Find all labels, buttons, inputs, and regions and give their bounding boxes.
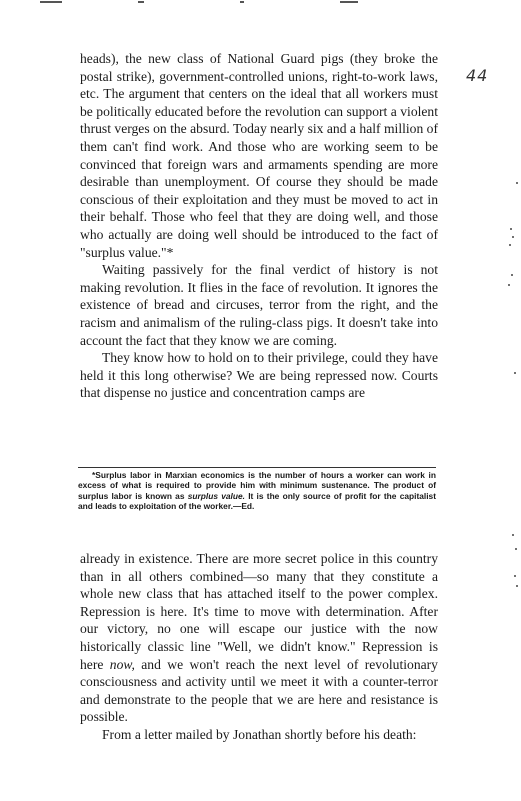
paragraph: They know how to hold on to their privilege, could they have held it this long otherwise? We are being repressed now. Courts that dispense no justice and concentration camps are [80,350,438,401]
emphasis: now, [109,656,135,672]
scan-artifact-top [40,0,340,6]
footnote-divider [78,467,436,468]
paragraph: From a letter mailed by Jonathan shortly before his death: [102,726,417,742]
paragraph: Waiting passively for the final verdict of history is not making revolution. It flies in the face of revolution. It ignores the existence of bread and circuses, terror from the right, and the racism and animalism of the ruling-class pigs. It doesn't take into account the fact that they know we are coming. [80,262,438,348]
footnote-italic-term: surplus value. [187,490,245,501]
page-number: 44 [466,66,489,85]
main-text-top [80,50,438,402]
footnote-text: It is the only source of profit for the capitalist and leads to exploitation of the worker.—Ed. [78,490,436,512]
footnote-text: *Surplus labor in Marxian economics is the number of hours a worker can work in excess of what is required to provide him with minimum sustenance. The product of surplus labor is known as [78,470,436,501]
paragraph-text: and we won't reach the next level of revolutionary consciousness and activity until we meet it with a counter-terror and demonstrate to the people that we are here and resistance is possible. [80,656,438,725]
scan-artifact-margin [500,0,521,801]
main-text-bottom [80,550,438,744]
paragraph-text: already in existence. There are more secret police in this country than in all others combined—so many that they constitute a whole new class that has attached itself to the power complex. Repression is here. It's time to move with determination. After our victory, no one will escape our justice with the now historically classic line "Well, we didn't know." Repression is here [80,551,438,672]
paragraph: heads), the new class of National Guard pigs (they broke the postal strike), government-controlled unions, right-to-work laws, etc. The argument that centers on the ideal that all workers must be politically educated before the revolution can support a violent thrust verges on the absurd. Today nearly six and a half million of them can't find work. And those who are working seem to be convinced that foreign wars and armaments spending are more desirable than unemployment. Of course they should be made conscious of their exploitation and they must be moved to act in their behalf. Those who feel that they are doing well, and those who actually are doing well should be introduced to the fact of "surplus value."* [80,51,438,260]
footnote [78,470,436,512]
